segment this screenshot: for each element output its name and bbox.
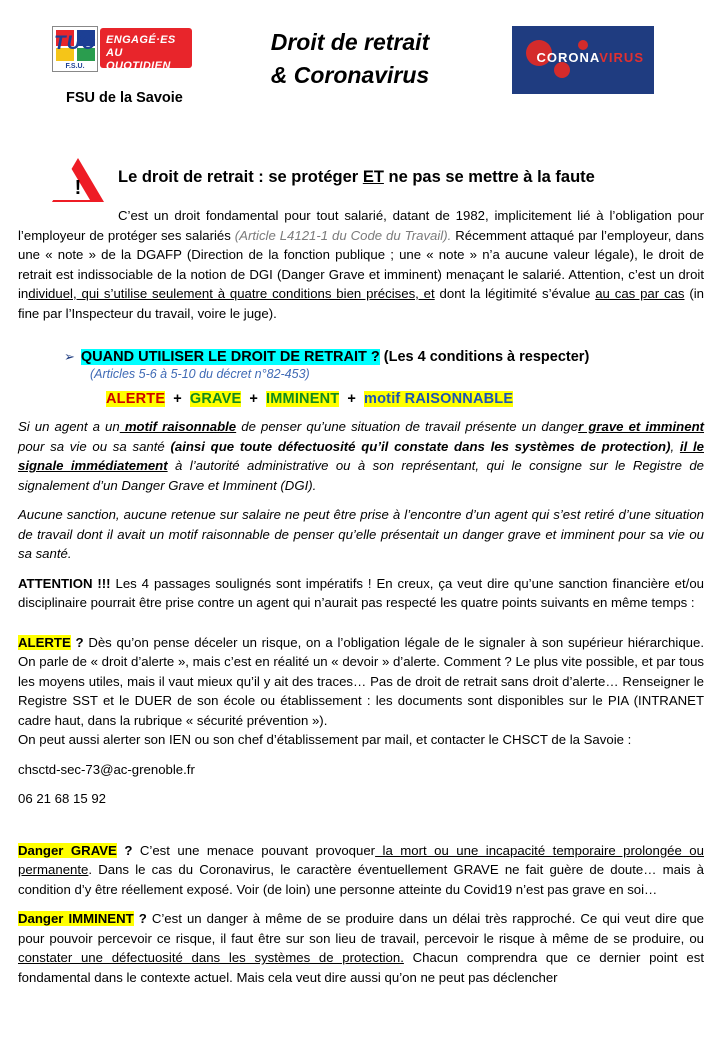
plus-sign-1: +: [173, 391, 182, 407]
intro-underline-3: au cas par cas: [595, 286, 685, 301]
paragraph-danger-grave: [18, 841, 704, 900]
alerte-text-1: Dès qu’on pense déceler un risque, on a l’obligation légale de le signaler à son supérieur hiérarchique. On parle de « droit d’alerte », mais c’est en réalité un « devoir » d’alerte. Comment ? Le plus vite possible, et par tous les moyens utiles, mais il vaut mieux qu’il y ait des traces… Pas de droit de retrait sans droit d’alerte… Renseigner le Registre SST et le DUER de son école ou établissement : les documents sont disponibles sur le PIA (INTRANET cadre haut, dans la rubrique « sécurité prévention »).: [18, 634, 704, 728]
coronavirus-logo: [512, 26, 654, 94]
agent-underline-2: r grave et imminent: [578, 419, 705, 434]
page-title-line2: & Coronavirus: [270, 62, 430, 88]
grave-text-2: . Dans le cas du Coronavirus, le caractère éventuellement GRAVE ne fait guère de doute… mais à condition d’y être réellement exposé. Voir (de loin) une personne atteinte du Covid19 n’est pas grave en soi…: [18, 862, 704, 897]
warning-heading-part1: Le droit de retrait : se protéger: [118, 168, 363, 186]
grave-text-1: C’est une menace pouvant provoquer: [132, 842, 376, 858]
chsct-phone: 06 21 68 15 92: [18, 791, 106, 806]
warning-heading: [118, 168, 595, 187]
agent-underline-1: motif raisonnable: [119, 419, 237, 434]
imminent-heading-rest: ?: [133, 911, 147, 926]
agent-text-1: Si un agent a un: [18, 419, 120, 434]
engage-line2: AU QUOTIDIEN: [106, 47, 171, 72]
intro-text-1: C’est un droit fondamental pour tout salarié, datant de 1982, implicitement lié à l’obligation pour l’employeur de protéger ses salariés: [18, 208, 704, 243]
intro-underline-1: dividuel, qui s’utilise se: [28, 286, 166, 301]
agent-bold-underline: il le signale immédiatement: [18, 438, 704, 473]
alerte-heading-rest: ?: [70, 634, 84, 650]
imminent-text-2: Chacun comprendra que ce dernier point est fondamental dans le contexte actuel. Mais cela veut dire aussi qu’on ne peut pas déclencher: [18, 950, 705, 985]
warning-heading-underlined: ET: [362, 168, 384, 186]
attention-text: Les 4 passages soulignés sont impératifs ! En creux, ça veut dire qu’une sanction financière et/ou disciplinaire pourrait être prise contre un agent qui n’aurait pas respecté les quatre points suivants en même temps :: [18, 575, 704, 610]
conditions-row: [106, 391, 704, 407]
grave-underline-1: la mort ou une incapacité temporaire prolongée ou permanente: [18, 842, 704, 877]
plus-sign-3: +: [347, 391, 357, 407]
paragraph-attention: [18, 574, 704, 613]
fsu-letters: F.S.U.: [65, 63, 85, 70]
virus-particle-icon: [578, 40, 588, 50]
paragraph-alerte: [18, 633, 704, 750]
engage-line1: ENGAGÉ·ES: [106, 34, 176, 46]
imminent-text-1: C’est un danger à même de se produire dans un délai très rapproché. Ce qui veut dire que pour pouvoir percevoir ce risque, il faut être sur son lieu de travail, percevoir le risque à même de se produire, ou: [18, 911, 704, 946]
corona-word: CORONA: [536, 50, 600, 65]
paragraph-aucune-sanction: Aucune sanction, aucune retenue sur salaire ne peut être prise à l’encontre d’un agent qui s’est retiré d’une situation de travail dont il avait un motif raisonnable de penser qu’elle présentait un danger grave et imminent pour sa vie ou sa santé.: [18, 507, 704, 561]
engage-badge: [100, 28, 192, 72]
intro-text-5: (in fine par l’Inspecteur du travail, voire le juge).: [18, 286, 704, 321]
warning-heading-part2: ne pas se mettre à la faute: [383, 168, 595, 186]
section-quand-title-rest: (Les 4 conditions à respecter): [379, 349, 590, 365]
intro-paragraph: [18, 206, 704, 323]
intro-text-2: Récemment attaqué par l’employeur, dans une « note » de la DGAFP (Direction de la fonction publique ; une « note » n’a aucune valeur légale), le droit de retrait est indissociable de la notion de DGI (Danger Grave et imminent) menaçant le salarié. Attention, c’est un droit in: [18, 227, 704, 301]
section-quand-title: [81, 349, 589, 365]
paragraph-danger-imminent: [18, 909, 704, 987]
tuc-letters: TUC: [53, 33, 97, 54]
legal-reference: (Article L4121-1 du Code du Travail).: [234, 227, 452, 243]
agent-text-5: à l’autorité administrative ou à son représentant, qui le consigne sur le Registre de signalement d’un Danger Grave et Imminent (DGI).: [18, 458, 705, 493]
fsu-logo: [52, 26, 192, 74]
imminent-underline-1: constater une défectuosité dans les systèmes de protection.: [18, 950, 404, 965]
attention-label: ATTENTION !!!: [18, 575, 111, 591]
agent-text-3: pour sa vie ou sa santé: [18, 438, 171, 454]
chsct-email[interactable]: chsctd-sec-73@ac-grenoble.fr: [18, 761, 195, 777]
agent-text-2: de penser qu’une situation de travail présente un dange: [236, 419, 579, 434]
grave-heading: Danger GRAVE: [18, 842, 117, 858]
tuc-logo-icon: [52, 26, 98, 72]
grave-heading-rest: ?: [116, 842, 133, 858]
document-header: [0, 0, 722, 120]
document-body: [0, 206, 722, 987]
condition-raisonnable: motif RAISONNABLE: [364, 391, 514, 407]
condition-imminent: IMMINENT: [266, 391, 340, 407]
coronavirus-logo-text: [536, 50, 644, 65]
agent-text-4: ,: [670, 438, 680, 454]
condition-alerte: ALERTE: [106, 391, 166, 407]
imminent-heading: Danger IMMINENT: [18, 911, 134, 926]
alerte-text-2: On peut aussi alerter son IEN ou son chef d’établissement par mail, et contacter le CHSCT de la Savoie :: [18, 732, 632, 747]
page-title-line1: Droit de retrait: [270, 29, 430, 55]
section-quand-subtitle: (Articles 5-6 à 5-10 du décret n°82-453): [90, 367, 310, 381]
organisation-name: FSU de la Savoie: [66, 90, 183, 106]
alerte-heading: ALERTE: [18, 634, 71, 650]
virus-word: VIRUS: [599, 50, 644, 65]
section-quand-title-highlight: QUAND UTILISER LE DROIT DE RETRAIT ?: [80, 349, 380, 365]
condition-grave: GRAVE: [189, 391, 242, 407]
bullet-arrow-icon: ➢: [64, 349, 75, 364]
paragraph-agent-motif: [18, 417, 704, 495]
page-title: [200, 26, 500, 92]
intro-text-4: dont la légitimité s’évalue: [434, 286, 596, 301]
intro-underline-2: ulement à quatre conditions bien précises, et: [165, 286, 435, 301]
warning-exclamation: !: [74, 177, 82, 199]
warning-heading-row: [0, 164, 722, 206]
agent-bold-1: (ainsi que toute défectuosité qu’il constate dans les systèmes de protection): [170, 438, 671, 454]
section-quand-heading: [18, 349, 704, 365]
plus-sign-2: +: [249, 391, 259, 407]
